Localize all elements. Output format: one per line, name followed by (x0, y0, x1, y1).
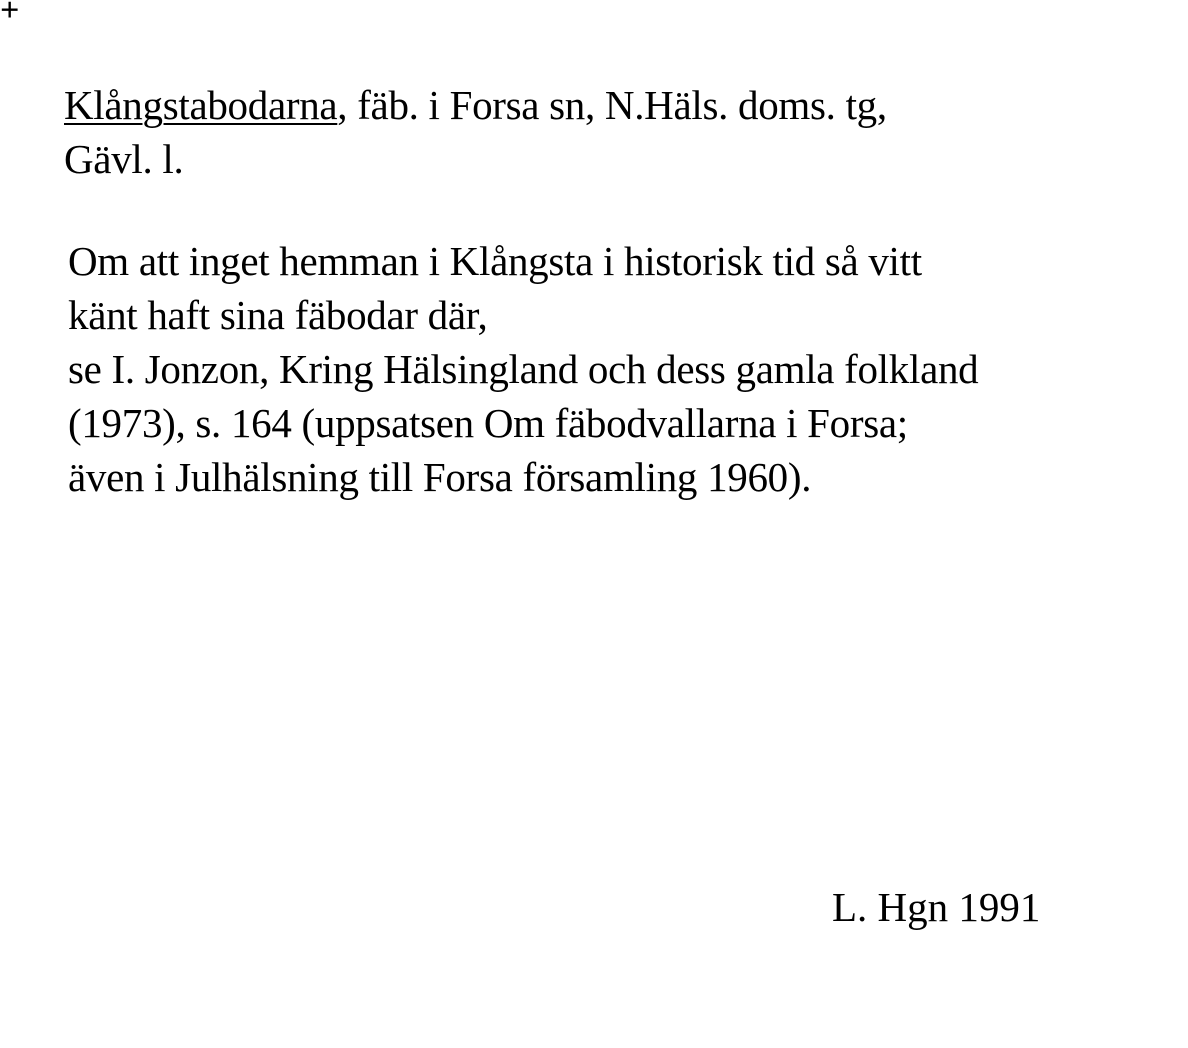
paragraph-gap (64, 186, 1184, 234)
index-card-text (64, 78, 1184, 504)
body-line-1: Om att inget hemman i Klångsta i historisk tid så vitt (68, 238, 922, 284)
crosshair-mark: + (0, 0, 20, 29)
entry-heading (64, 78, 1184, 132)
body-line-2: känt haft sina fäbodar där, (68, 292, 488, 338)
entry-headword: Klångstabodarna (64, 82, 338, 128)
body-line-5: även i Julhälsning till Forsa församling 1960). (68, 454, 812, 500)
entry-heading-rest: , fäb. i Forsa sn, N.Häls. doms. tg, (337, 82, 887, 128)
body-line-4: (1973), s. 164 (uppsatsen Om fäbodvallarna i Forsa; (68, 400, 908, 446)
body-line-3: se I. Jonzon, Kring Hälsingland och dess gamla folkland (68, 346, 979, 392)
signature: L. Hgn 1991 (832, 884, 1041, 930)
entry-heading-line-2: Gävl. l. (64, 136, 184, 182)
